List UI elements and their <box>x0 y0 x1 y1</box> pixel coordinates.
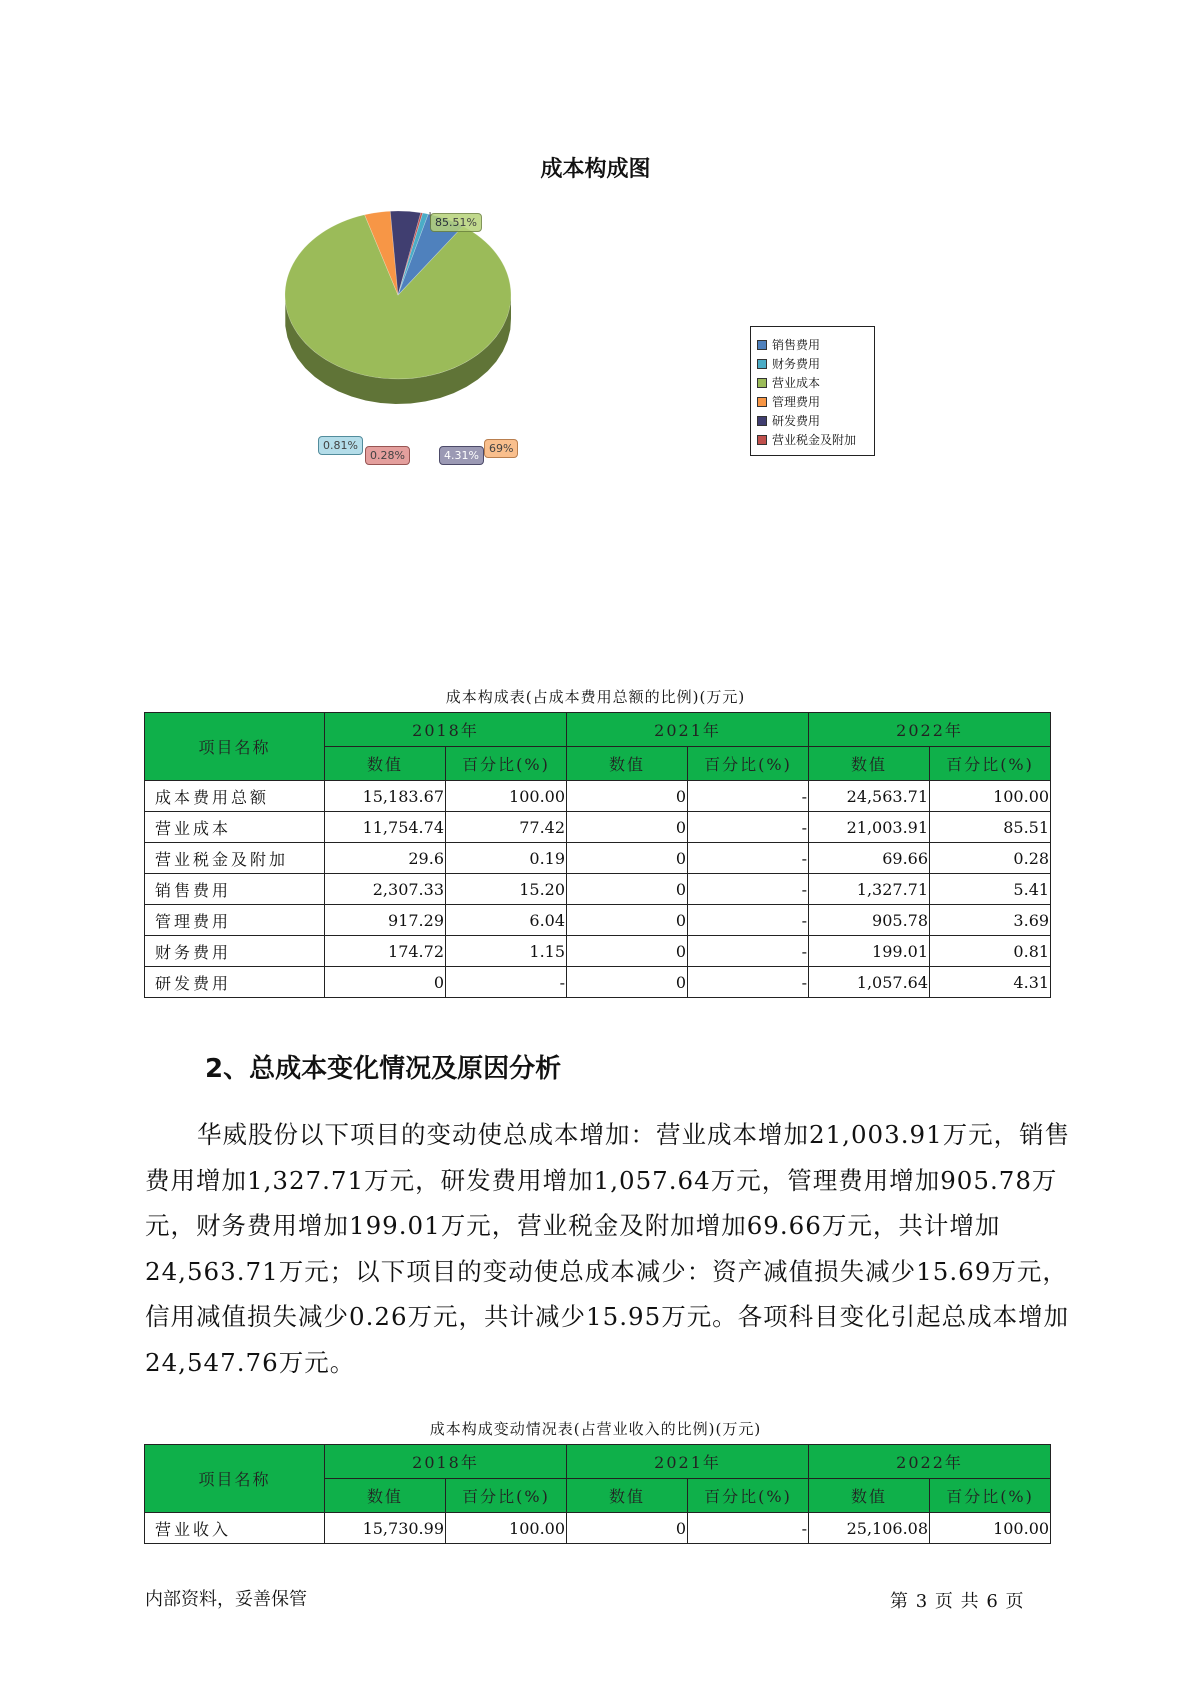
table-row <box>145 936 1051 967</box>
value-cell: 29.6 <box>325 843 446 874</box>
value-cell: 917.29 <box>325 905 446 936</box>
legend-label: 研发费用 <box>772 414 821 428</box>
body-paragraph <box>145 1112 1080 1385</box>
value-cell: 0 <box>567 967 688 998</box>
legend-swatch <box>757 416 767 426</box>
legend-swatch <box>757 435 767 445</box>
legend-swatch <box>757 340 767 350</box>
table-row <box>145 967 1051 998</box>
column-header-value: 数值 <box>809 1479 930 1513</box>
percent-cell: 5.41 <box>930 874 1051 905</box>
column-header-year: 2018年 <box>325 713 567 747</box>
value-cell: 25,106.08 <box>809 1513 930 1544</box>
value-cell: 0 <box>567 1513 688 1544</box>
percent-cell: 85.51 <box>930 812 1051 843</box>
percent-cell: - <box>688 936 809 967</box>
value-cell: 2,307.33 <box>325 874 446 905</box>
percent-cell: - <box>688 781 809 812</box>
legend-swatch <box>757 397 767 407</box>
table1-caption: 成本构成表(占成本费用总额的比例)(万元) <box>445 688 746 706</box>
table-row <box>145 874 1051 905</box>
legend-swatch <box>757 378 767 388</box>
percent-cell: 0.81 <box>930 936 1051 967</box>
value-cell: 905.78 <box>809 905 930 936</box>
percent-cell: 4.31 <box>930 967 1051 998</box>
legend-label: 财务费用 <box>772 357 821 371</box>
column-header-value: 数值 <box>567 1479 688 1513</box>
row-name: 研发费用 <box>145 967 325 998</box>
table-row <box>145 1513 1051 1544</box>
percent-cell: - <box>688 843 809 874</box>
legend-item <box>757 335 868 354</box>
table-row <box>145 905 1051 936</box>
value-cell: 69.66 <box>809 843 930 874</box>
footer-confidential-note: 内部资料，妥善保管 <box>145 1589 307 1610</box>
pie-chart <box>280 195 580 475</box>
percent-cell: 100.00 <box>446 1513 567 1544</box>
percent-cell: 0.19 <box>446 843 567 874</box>
percent-cell: - <box>446 967 567 998</box>
percent-cell: 0.28 <box>930 843 1051 874</box>
value-cell: 0 <box>567 781 688 812</box>
row-name: 管理费用 <box>145 905 325 936</box>
column-header-year: 2021年 <box>567 713 809 747</box>
percent-cell: - <box>688 905 809 936</box>
value-cell: 0 <box>567 843 688 874</box>
value-cell: 1,057.64 <box>809 967 930 998</box>
column-header-year: 2022年 <box>809 713 1051 747</box>
percent-cell: 100.00 <box>930 1513 1051 1544</box>
column-header-percent: 百分比(%) <box>688 1479 809 1513</box>
pie-data-label: 0.28% <box>365 446 410 465</box>
legend-item <box>757 354 868 373</box>
value-cell: 1,327.71 <box>809 874 930 905</box>
cost-structure-table <box>144 712 1051 998</box>
percent-cell: 1.15 <box>446 936 567 967</box>
column-header-percent: 百分比(%) <box>446 1479 567 1513</box>
column-header-year: 2018年 <box>325 1445 567 1479</box>
percent-cell: 15.20 <box>446 874 567 905</box>
value-cell: 15,183.67 <box>325 781 446 812</box>
legend-item <box>757 373 868 392</box>
legend-item <box>757 411 868 430</box>
percent-cell: - <box>688 967 809 998</box>
column-header-value: 数值 <box>325 747 446 781</box>
value-cell: 21,003.91 <box>809 812 930 843</box>
column-header-name: 项目名称 <box>145 713 325 781</box>
percent-cell: 3.69 <box>930 905 1051 936</box>
footer-page-number: 第 3 页 共 6 页 <box>890 1591 1025 1612</box>
legend-item <box>757 430 868 449</box>
percent-cell: - <box>688 812 809 843</box>
column-header-percent: 百分比(%) <box>930 747 1051 781</box>
value-cell: 11,754.74 <box>325 812 446 843</box>
legend-label: 管理费用 <box>772 395 821 409</box>
legend-item <box>757 392 868 411</box>
chart-legend <box>750 326 875 456</box>
column-header-year: 2021年 <box>567 1445 809 1479</box>
paragraph-text: 华威股份以下项目的变动使总成本增加：营业成本增加21,003.91万元，销售费用增加1,327.71万元，研发费用增加1,057.64万元，管理费用增加905.78万元，财务费用增加199.01万元，营业税金及附加增加69.66万元，共计增加24,563.71万元；以下项目的变动使总成本减少：资产减值损失减少15.69万元，信用减值损失减少0.26万元，共计减少15.95万元。各项科目变化引起总成本增加24,547.76万元。 <box>145 1120 1071 1377</box>
value-cell: 24,563.71 <box>809 781 930 812</box>
value-cell: 199.01 <box>809 936 930 967</box>
section-heading: 2、总成本变化情况及原因分析 <box>205 1054 562 1084</box>
pie-data-label: 4.31% <box>439 446 484 465</box>
value-cell: 0 <box>567 936 688 967</box>
column-header-value: 数值 <box>809 747 930 781</box>
row-name: 销售费用 <box>145 874 325 905</box>
column-header-value: 数值 <box>325 1479 446 1513</box>
pie-data-label: 0.81% <box>318 436 363 455</box>
pie-data-label: 85.51% <box>430 213 482 232</box>
chart-title: 成本构成图 <box>540 157 651 182</box>
pie-data-label: 69% <box>484 439 518 458</box>
column-header-name: 项目名称 <box>145 1445 325 1513</box>
row-name: 财务费用 <box>145 936 325 967</box>
column-header-percent: 百分比(%) <box>930 1479 1051 1513</box>
column-header-year: 2022年 <box>809 1445 1051 1479</box>
percent-cell: 6.04 <box>446 905 567 936</box>
row-name: 营业成本 <box>145 812 325 843</box>
column-header-percent: 百分比(%) <box>446 747 567 781</box>
percent-cell: 77.42 <box>446 812 567 843</box>
table2-caption: 成本构成变动情况表(占营业收入的比例)(万元) <box>429 1420 762 1438</box>
value-cell: 0 <box>567 812 688 843</box>
column-header-value: 数值 <box>567 747 688 781</box>
legend-swatch <box>757 359 767 369</box>
column-header-percent: 百分比(%) <box>688 747 809 781</box>
table-row <box>145 812 1051 843</box>
legend-label: 销售费用 <box>772 338 821 352</box>
percent-cell: - <box>688 874 809 905</box>
percent-cell: 100.00 <box>446 781 567 812</box>
value-cell: 15,730.99 <box>325 1513 446 1544</box>
legend-label: 营业税金及附加 <box>772 433 857 447</box>
row-name: 营业税金及附加 <box>145 843 325 874</box>
table-row <box>145 843 1051 874</box>
legend-label: 营业成本 <box>772 376 821 390</box>
cost-change-table <box>144 1444 1051 1544</box>
percent-cell: - <box>688 1513 809 1544</box>
row-name: 成本费用总额 <box>145 781 325 812</box>
percent-cell: 100.00 <box>930 781 1051 812</box>
value-cell: 0 <box>567 905 688 936</box>
value-cell: 0 <box>325 967 446 998</box>
row-name: 营业收入 <box>145 1513 325 1544</box>
table-row <box>145 781 1051 812</box>
value-cell: 0 <box>567 874 688 905</box>
value-cell: 174.72 <box>325 936 446 967</box>
